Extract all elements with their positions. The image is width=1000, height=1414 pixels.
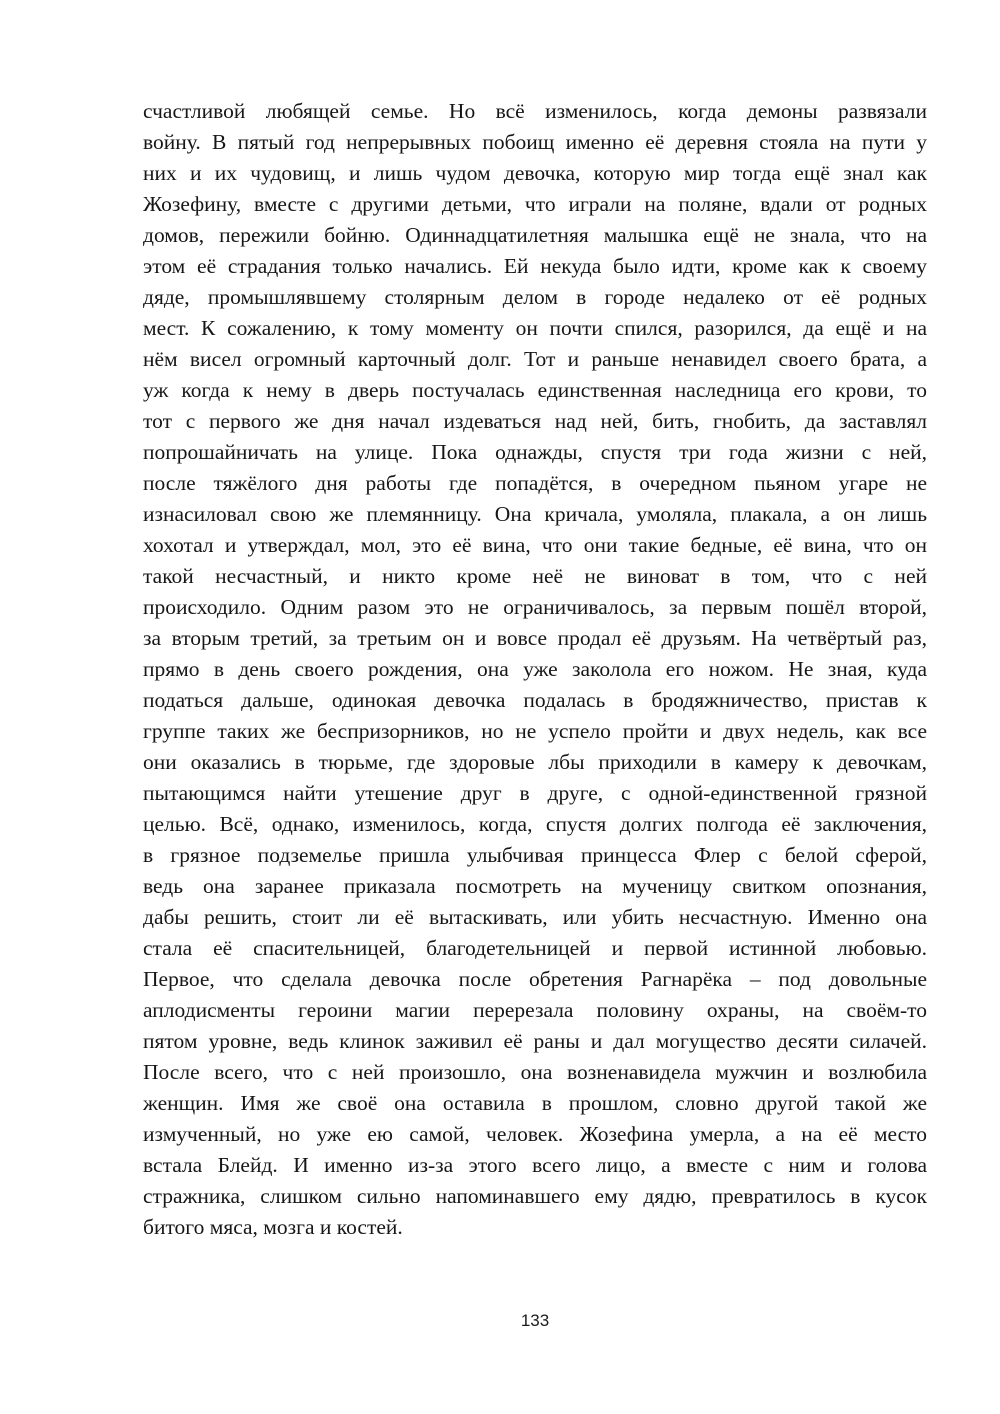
text-line: них и их чудовищ, и лишь чудом девочка, которую мир тогда ещё знал как xyxy=(143,161,927,185)
text-line: уж когда к нему в дверь постучалась единственная наследница его крови, то xyxy=(143,378,927,402)
text-line: такой несчастный, и никто кроме неё не виноват в том, что с ней xyxy=(143,564,927,588)
text-line: битого мяса, мозга и костей. xyxy=(143,1215,403,1239)
text-line: Первое, что сделала девочка после обретения Рагнарёка – под довольные xyxy=(143,967,927,991)
text-line: мест. К сожалению, к тому моменту он почти спился, разорился, да ещё и на xyxy=(143,316,927,340)
body-text-block xyxy=(143,96,927,1243)
text-line: войну. В пятый год непрерывных побоищ именно её деревня стояла на пути у xyxy=(143,130,927,154)
text-line: прямо в день своего рождения, она уже заколола его ножом. Не зная, куда xyxy=(143,657,927,681)
text-line: Жозефину, вместе с другими детьми, что играли на поляне, вдали от родных xyxy=(143,192,927,216)
text-line: тот с первого же дня начал издеваться над ней, бить, гнобить, да заставлял xyxy=(143,409,927,433)
text-line: дяде, промышлявшему столярным делом в городе недалеко от её родных xyxy=(143,285,927,309)
text-line: аплодисменты героини магии перерезала половину охраны, на своём-то xyxy=(143,998,927,1022)
text-line: целью. Всё, однако, изменилось, когда, спустя долгих полгода её заключения, xyxy=(143,812,927,836)
text-line: встала Блейд. И именно из-за этого всего лицо, а вместе с ним и голова xyxy=(143,1153,927,1177)
text-line: податься дальше, одинокая девочка подалась в бродяжничество, пристав к xyxy=(143,688,927,712)
text-line: после тяжёлого дня работы где попадётся, в очередном пьяном угаре не xyxy=(143,471,927,495)
text-line: хохотал и утверждал, мол, это её вина, что они такие бедные, её вина, что он xyxy=(143,533,927,557)
text-line: счастливой любящей семье. Но всё изменилось, когда демоны развязали xyxy=(143,99,927,123)
text-line: группе таких же беспризорников, но не успело пройти и двух недель, как все xyxy=(143,719,927,743)
text-line: нём висел огромный карточный долг. Тот и раньше ненавидел своего брата, а xyxy=(143,347,927,371)
text-line: домов, пережили бойню. Одиннадцатилетняя малышка ещё не знала, что на xyxy=(143,223,927,247)
text-line: измученный, но уже ею самой, человек. Жозефина умерла, а на её место xyxy=(143,1122,927,1146)
text-line: этом её страдания только начались. Ей некуда было идти, кроме как к своему xyxy=(143,254,927,278)
text-line: ведь она заранее приказала посмотреть на мученицу свитком опознания, xyxy=(143,874,927,898)
text-line: за вторым третий, за третьим он и вовсе продал её друзьям. На четвёртый раз, xyxy=(143,626,927,650)
text-line: женщин. Имя же своё она оставила в прошлом, словно другой такой же xyxy=(143,1091,927,1115)
text-line: в грязное подземелье пришла улыбчивая принцесса Флер с белой сферой, xyxy=(143,843,927,867)
text-line: они оказались в тюрьме, где здоровые лбы приходили в камеру к девочкам, xyxy=(143,750,927,774)
text-line: попрошайничать на улице. Пока однажды, спустя три года жизни с ней, xyxy=(143,440,927,464)
text-line: После всего, что с ней произошло, она возненавидела мужчин и возлюбила xyxy=(143,1060,927,1084)
text-line: стала её спасительницей, благодетельницей и первой истинной любовью. xyxy=(143,936,927,960)
text-line: изнасиловал свою же племянницу. Она кричала, умоляла, плакала, а он лишь xyxy=(143,502,927,526)
text-line: дабы решить, стоит ли её вытаскивать, или убить несчастную. Именно она xyxy=(143,905,927,929)
text-line: пятом уровне, ведь клинок заживил её раны и дал могущество десяти силачей. xyxy=(143,1029,927,1053)
page-number: 133 xyxy=(520,1311,550,1330)
text-line: пытающимся найти утешение друг в друге, с одной-единственной грязной xyxy=(143,781,927,805)
text-line: происходило. Одним разом это не ограничивалось, за первым пошёл второй, xyxy=(143,595,927,619)
text-line: стражника, слишком сильно напоминавшего ему дядю, превратилось в кусок xyxy=(143,1184,927,1208)
